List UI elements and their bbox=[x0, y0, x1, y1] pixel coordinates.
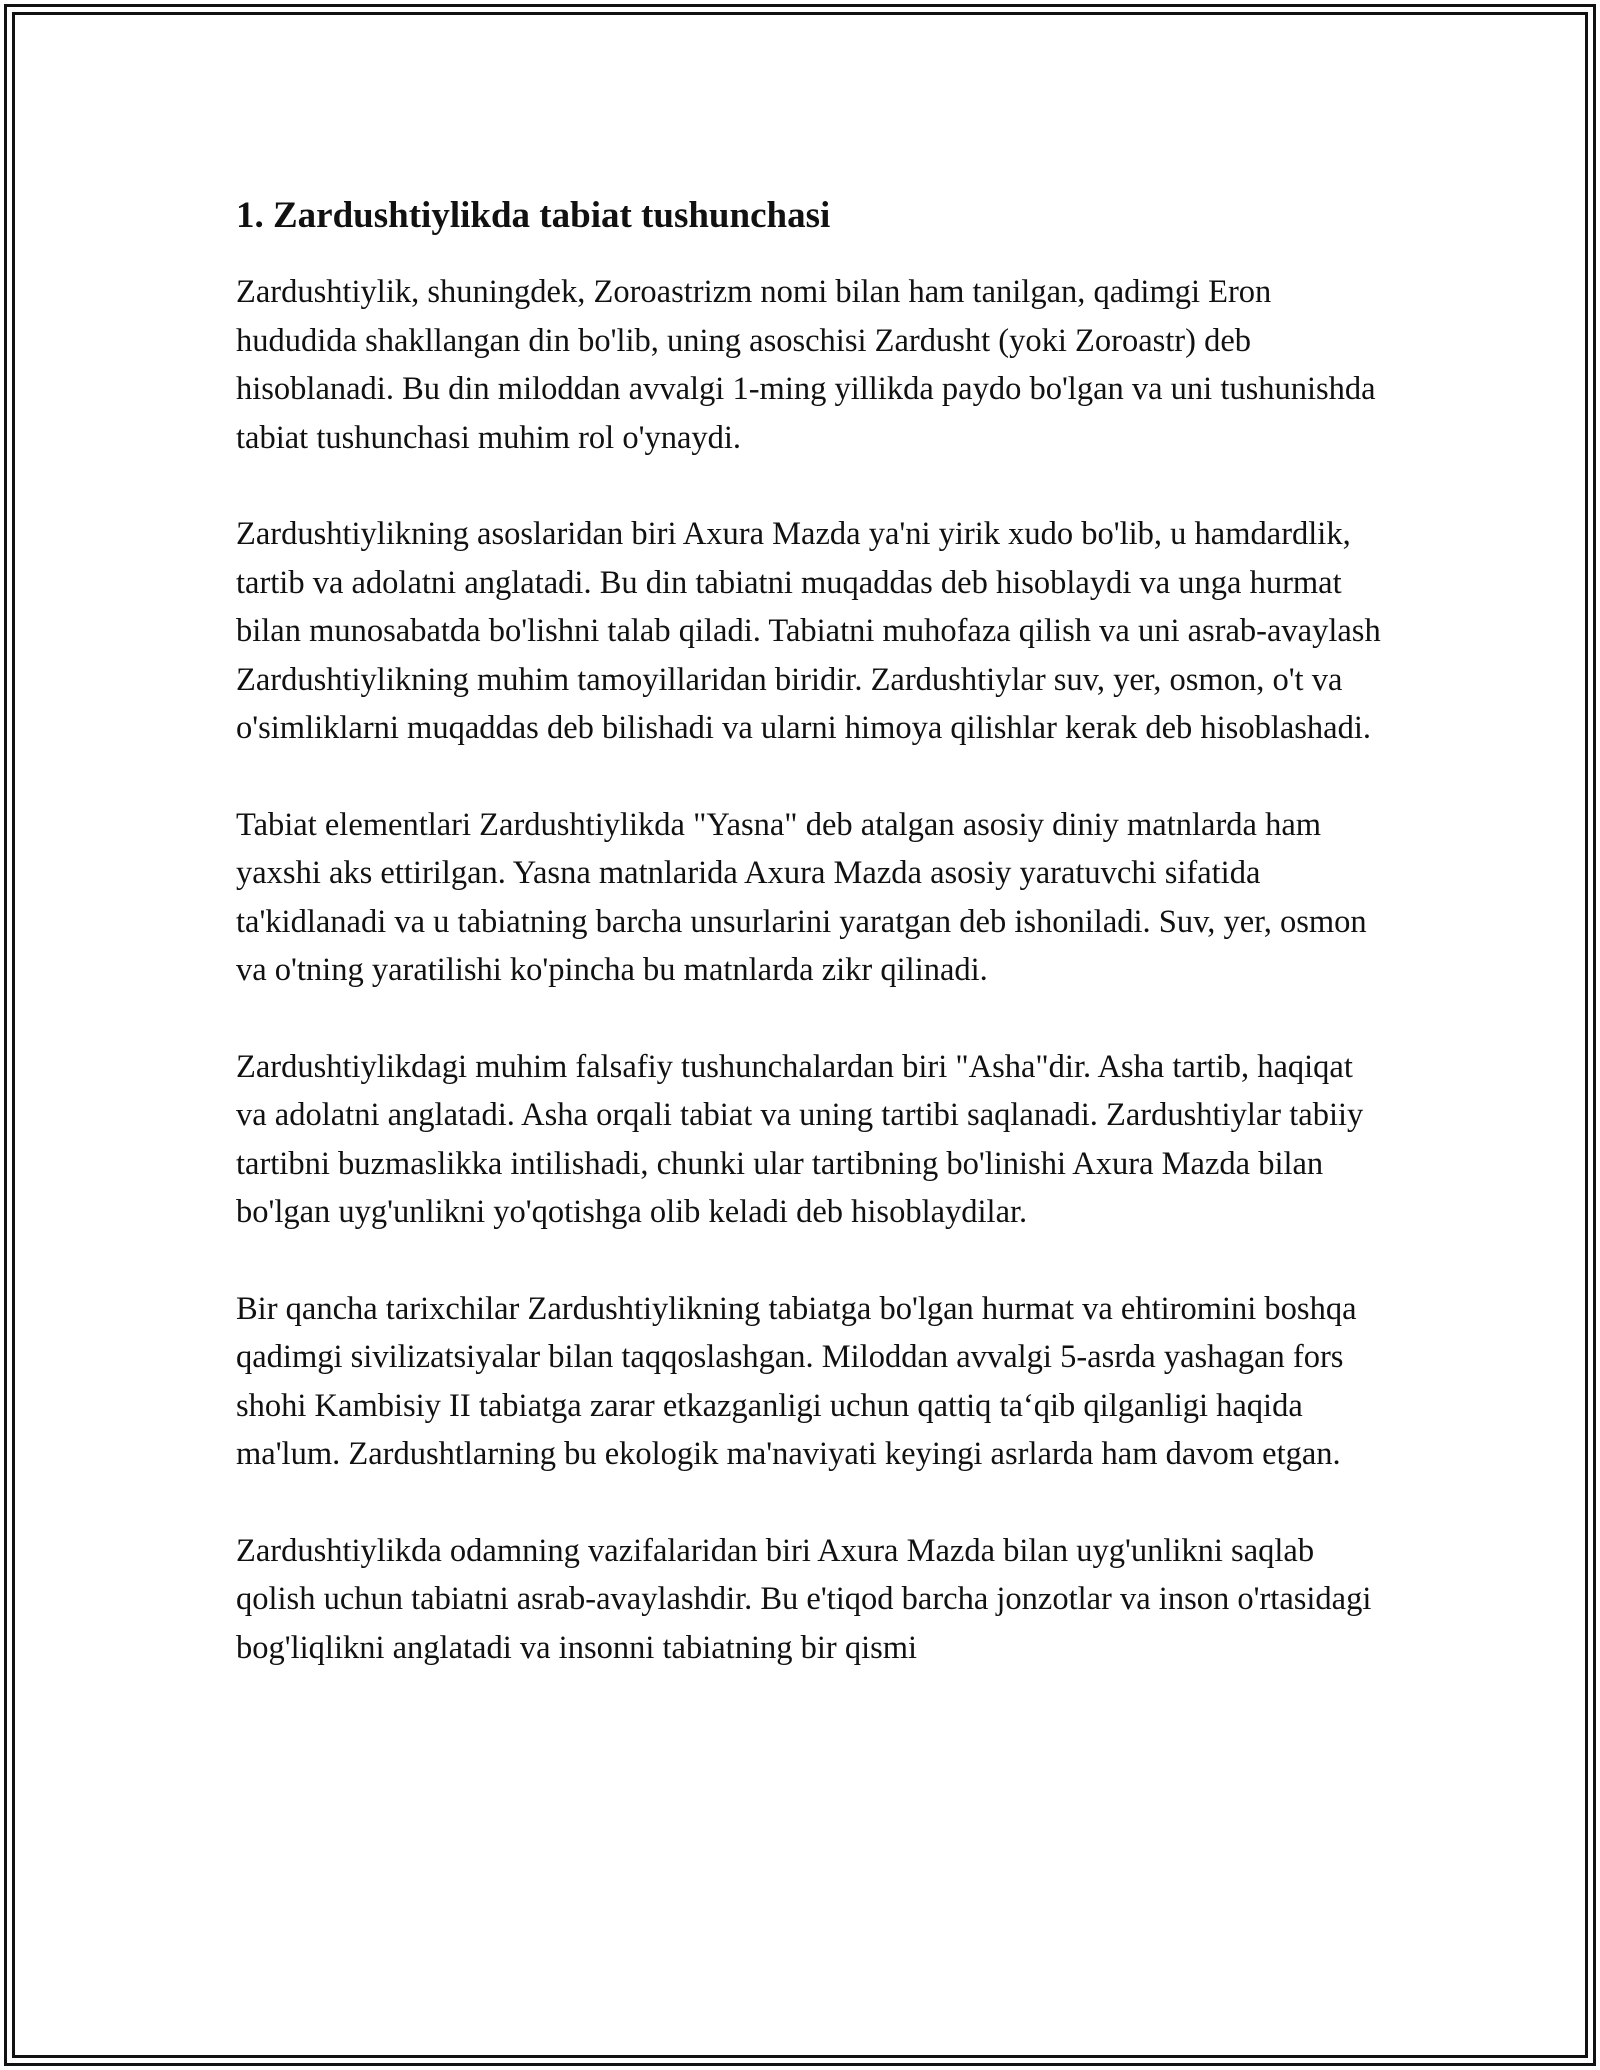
paragraph-1: Zardushtiylik, shuningdek, Zoroastrizm nomi bilan ham tanilgan, qadimgi Eron hududida shakllangan din bo'lib, uning asoschisi Zardusht (yoki Zoroastr) deb hisoblanadi. Bu din miloddan avvalgi 1-ming yillikda paydo bo'lgan va uni tushunishda tabiat tushunchasi muhim rol o'ynaydi. bbox=[236, 274, 1376, 456]
paragraph-3: Tabiat elementlari Zardushtiylikda "Yasna" deb atalgan asosiy diniy matnlarda ham yaxshi aks ettirilgan. Yasna matnlarida Axura Mazda asosiy yaratuvchi sifatida ta'kidlanadi va u tabiatning barcha unsurlarini yaratgan deb ishoniladi. Suv, yer, osmon va o'tning yaratilishi ko'pincha bu matnlarda zikr qilinadi. bbox=[236, 806, 1367, 988]
paragraph-2: Zardushtiylikning asoslaridan biri Axura Mazda ya'ni yirik xudo bo'lib, u hamdardlik, tartib va adolatni anglatadi. Bu din tabiatni muqaddas deb hisoblaydi va unga hurmat bilan munosabatda bo'lishni talab qiladi. Tabiatni muhofaza qilish va uni asrab-avaylash Zardushtiylikning muhim tamoyillaridan biridir. Zardushtiylar suv, yer, osmon, o't va o'simliklarni muqaddas deb bilishadi va ularni himoya qilishlar kerak deb hisoblashadi. bbox=[236, 516, 1381, 746]
paragraph-4: Zardushtiylikdagi muhim falsafiy tushunchalardan biri "Asha"dir. Asha tartib, haqiqat va adolatni anglatadi. Asha orqali tabiat va uning tartibi saqlanadi. Zardushtiylar tabiiy tartibni buzmaslikka intilishadi, chunki ular tartibning bo'linishi Axura Mazda bilan bo'lgan uyg'unlikni yo'qotishga olib keladi deb hisoblaydilar. bbox=[236, 1048, 1364, 1230]
paragraph-5: Bir qancha tarixchilar Zardushtiylikning tabiatga bo'lgan hurmat va ehtiromini boshqa qadimgi sivilizatsiyalar bilan taqqoslashgan. Miloddan avvalgi 5-asrda yashagan fors shohi Kambisiy II tabiatga zarar etkazganligi uchun qattiq taʻqib qilganligi haqida ma'lum. Zardushtlarning bu ekologik ma'naviyati keyingi asrlarda ham davom etgan. bbox=[236, 1290, 1357, 1472]
paragraph-6: Zardushtiylikda odamning vazifalaridan biri Axura Mazda bilan uyg'unlikni saqlab qolish uchun tabiatni asrab-avaylashdir. Bu e'tiqod barcha jonzotlar va inson o'rtasidagi bog'liqlikni anglatadi va insonni tabiatning bir qismi bbox=[236, 1532, 1372, 1666]
section-heading: 1. Zardushtiylikda tabiat tushunchasi bbox=[236, 195, 831, 236]
document-body bbox=[236, 190, 1386, 1720]
